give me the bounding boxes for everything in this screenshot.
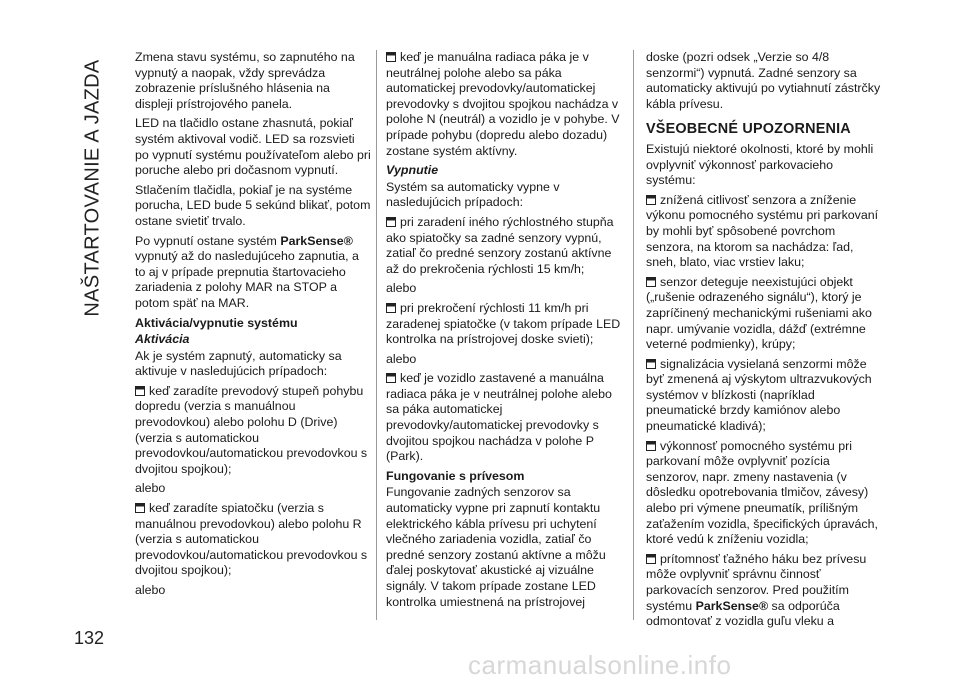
section-side-title — [68, 48, 118, 328]
paragraph: doske (pozri odsek „Verzie so 4/8 senzormi“) vypnutá. Zadné senzory sa automaticky aktivujú po vytiahnutí zástrčky kábla prívesu. — [646, 50, 881, 111]
column-divider-2 — [633, 50, 634, 620]
bullet-icon — [386, 52, 396, 62]
paragraph — [135, 234, 371, 312]
paragraph: Stlačením tlačidla, pokiaľ je na systéme porucha, LED bude 5 sekúnd blikať, potom ostane svietiť trvalo. — [135, 182, 371, 228]
bullet-item — [386, 215, 622, 277]
bullet-text: prítomnosť ťažného háku bez prívesu môže ovplyvniť správnu činnosť parkovacích senzorov. Pred použitím systému — [646, 551, 867, 613]
bullet-icon — [135, 386, 145, 396]
bullet-text: keď je manuálna radiaca páka je v neutrálnej polohe alebo sa páka automatickej prevodovky/automatickej prevodovky s dvojitou spojkou nachádza v polohe N (neutrál) a vozidlo je v pohybe. V prípade pohybu (dopredu alebo dozadu) zostane systém aktívny. — [386, 50, 620, 158]
text-column-1 — [135, 50, 371, 603]
column-divider-1 — [376, 50, 377, 620]
subheading: Fungovanie s prívesom — [386, 468, 525, 483]
paragraph: Systém sa automaticky vypne v nasledujúcich prípadoch: — [386, 179, 560, 210]
italic-heading: Vypnutie — [386, 163, 439, 178]
bullet-icon — [646, 277, 656, 287]
subheading: Aktivácia/vypnutie systému — [135, 315, 298, 330]
bullet-text: výkonnosť pomocného systému pri parkovaní môže ovplyvniť pozícia senzorov, napr. zmeny nastavenia (v dôsledku opotrebovania tlmičov, závesy) alebo pri výmene pneumatík, prílišným zaťažením vozidla, špecifických úpravách, ktoré vedú k zníženiu vozidla; — [646, 438, 878, 547]
bullet-text: pri zaradení iného rýchlostného stupňa ako spiatočky sa zadné senzory vypnú, zatiaľ čo predné senzory zostanú aktívne až do prekročenia rýchlosti 15 km/h; — [386, 214, 614, 276]
brand-name: ParkSense® — [280, 233, 353, 248]
bullet-item — [386, 371, 622, 465]
paragraph: Existujú niektoré okolnosti, ktoré by mohli ovplyvniť výkonnosť parkovacieho systému: — [646, 141, 874, 188]
bullet-icon — [646, 195, 656, 205]
paragraph: LED na tlačidlo ostane zhasnutá, pokiaľ systém aktivoval vodič. LED sa rozsvieti po vypnutí systému používateľom alebo pri poruche alebo pri dočasnom vypnutí. — [135, 116, 371, 178]
bullet-text: keď zaradíte spiatočku (verzia s manuálnou prevodovkou) alebo polohu R (verzia s automatickou prevodovkou/automatickou prevodovkou s dvojitou spojkou); — [135, 501, 368, 578]
bullet-item — [135, 501, 371, 579]
text-run: vypnutý až do nasledujúceho zapnutia, a to aj v prípade prepnutia štartovacieho zariadenia z polohy MAR na STOP a potom späť na MAR. — [135, 249, 359, 310]
bullet-item — [135, 384, 371, 478]
bullet-icon — [135, 503, 145, 513]
text-column-2 — [386, 50, 622, 614]
bullet-item — [646, 357, 882, 435]
bullet-item — [646, 193, 882, 271]
bullet-text: sa odporúča odmontovať z vozidla guľu vleku a — [646, 598, 840, 629]
page-number: 132 — [74, 628, 105, 648]
bullet-text: pri prekročení rýchlosti 11 km/h pri zaradenej spiatočke (v takom prípade LED kontrolka na prístrojovej doske svieti); — [386, 300, 621, 347]
bullet-item — [646, 552, 882, 630]
bullet-icon — [646, 359, 656, 369]
bullet-item — [646, 275, 882, 353]
bullet-text: senzor deteguje neexistujúci objekt („rušenie odrazeného signálu“), ktorý je zapríčinený mechanickými rušeniami ako napr. umývanie vozidla, dážď (extrémne veterné podmienky), krúpy; — [646, 274, 872, 352]
bullet-icon — [646, 554, 656, 564]
side-title-text: NAŠTARTOVANIE A JAZDA — [81, 59, 104, 317]
paragraph: Ak je systém zapnutý, automaticky sa aktivuje v nasledujúcich prípadoch: — [135, 348, 342, 379]
watermark: carmanualsonline.info — [468, 650, 732, 680]
bullet-icon — [646, 441, 656, 451]
bullet-item — [386, 301, 622, 348]
section-heading: VŠEOBECNÉ UPOZORNENIA — [646, 121, 851, 138]
text-run: Po vypnutí ostane systém — [135, 233, 281, 248]
bullet-item — [646, 439, 882, 548]
bullet-text: znížená citlivosť senzora a zníženie výkonu pomocného systému pri parkovaní by mohli byť spôsobené povrchom senzora, na ktorom sa nachádza: ľad, sneh, blato, viac vrstiev laku; — [646, 192, 879, 270]
paragraph: Zmena stavu systému, so zapnutého na vypnutý a naopak, vždy sprevádza zobrazenie príslušného hlásenia na displeji prístrojového panela. — [135, 50, 355, 111]
bullet-item — [386, 50, 622, 159]
paragraph: Fungovanie zadných senzorov sa automaticky vypne pri zapnutí kontaktu elektrického kábla prívesu pri uchytení vlečného zariadenia vozidla, zatiaľ čo predné senzory zostanú aktívne a môžu ďalej poskytovať akustické aj vizuálne signály. V takom prípade zostane LED kontrolka umiestnená na prístrojovej — [386, 485, 606, 609]
paragraph: alebo — [135, 481, 166, 496]
bullet-text: signalizácia vysielaná senzormi môže byť zmenená aj výskytom ultrazvukových systémov v blízkosti (napríklad pneumatické brzdy kamiónov alebo pneumatické kladivá); — [646, 356, 872, 434]
bullet-icon — [386, 303, 396, 313]
bullet-text: keď zaradíte prevodový stupeň pohybu dopredu (verzia s manuálnou prevodovkou) alebo polohu D (Drive) (verzia s automatickou prevodovkou/automatickou prevodovkou s dvojitou spojkou); — [135, 383, 368, 476]
paragraph: alebo — [386, 351, 417, 366]
bullet-icon — [386, 217, 396, 227]
italic-heading: Aktivácia — [135, 332, 190, 347]
bullet-text: keď je vozidlo zastavené a manuálna radiaca páka je v neutrálnej polohe alebo sa páka automatickej prevodovky/automatickej prevodovky s dvojitou spojkou nachádza v polohe P (Park). — [386, 371, 612, 464]
text-column-3 — [646, 50, 882, 634]
brand-name: ParkSense® — [695, 598, 769, 613]
bullet-icon — [386, 373, 396, 383]
paragraph: alebo — [386, 281, 417, 296]
paragraph: alebo — [135, 583, 166, 597]
